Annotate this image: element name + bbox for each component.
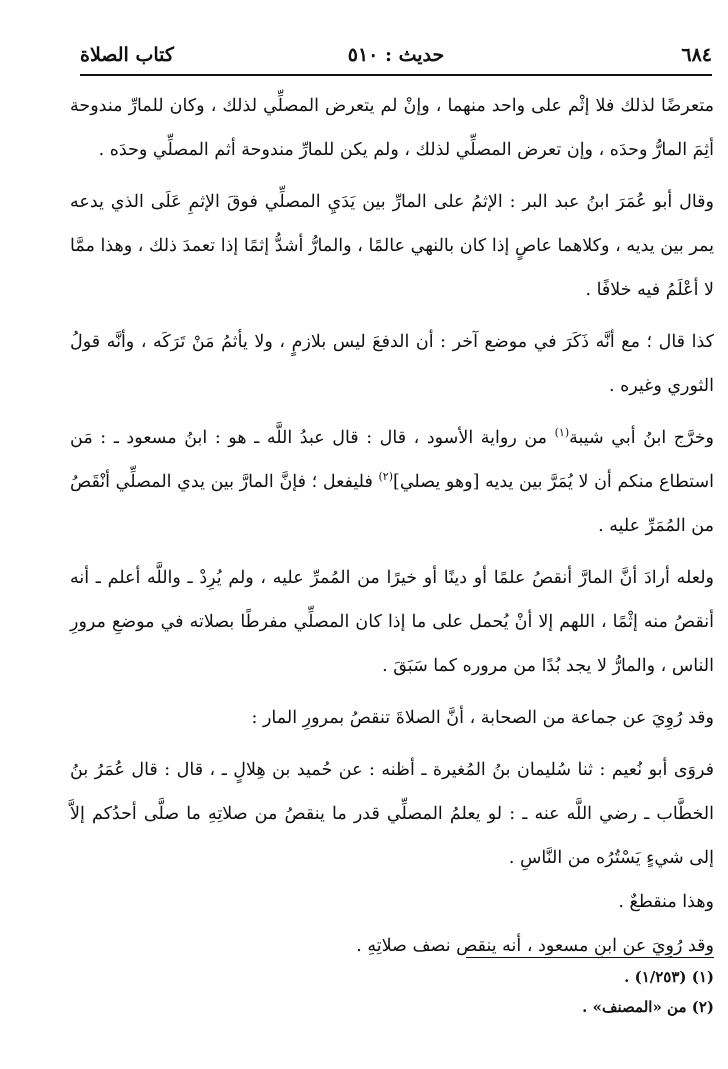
- paragraph: فروَى أبو نُعيم : ثنا سُليمان بنُ المُغيرة ـ أظنه : عن حُميد بن هِلالٍ ـ ، قال : قال عُمَرُ بنُ الخطَّاب ـ رضي اللَّه عنه ـ : لو يعلمُ المصلِّي قدر ما ينقصُ من صلاتِهِ ما صلَّى أحدُكم إلاَّ إلى شيءٍ يَسْتُرُه من النَّاسِ .: [70, 760, 714, 868]
- footnote-marker: (١): [554, 426, 570, 440]
- main-text: [70, 84, 714, 968]
- paragraph: متعرضًا لذلك فلا إثْم على واحد منهما ، وإنْ لم يتعرض المصلِّي لذلك ، وكان للمارِّ مندوحة أثِمَ المارُّ وحدَه ، وإن تعرض المصلِّي لذلك ، ولم يكن للمارِّ مندوحة أثم المصلِّي وحدَه .: [70, 96, 714, 160]
- footnote-divider: [466, 957, 714, 958]
- paragraph: [70, 416, 714, 548]
- paragraph-text: فليفعل ؛ فإنَّ المارَّ بين يدي المصلِّي أنْقَصُ من المُمَرِّ عليه .: [70, 472, 714, 536]
- paragraph: وقد رُوِيَ عن ابنِ مسعود ، أنه ينقص نصف صلاتِهِ .: [356, 936, 714, 956]
- footnote-marker: (٢): [378, 470, 393, 484]
- paragraph-text: من رواية الأسود ، قال : قال عبدُ اللَّه ـ هو : ابنُ مسعود ـ : مَن استطاع منكم أن لا يُمَرَّ بين يديه [وهو يصلي]: [70, 428, 714, 492]
- paragraph-text: وخرَّج ابنُ أبي شيبة: [569, 428, 714, 448]
- hadith-number: حديث : ٥١٠: [347, 44, 445, 66]
- footnotes: [70, 962, 714, 1022]
- paragraph: ولعله أرادَ أنَّ المارَّ أنقصُ علمًا أو دينًا أو خيرًا من المُمرِّ عليه ، ولم يُرِدْ ـ واللَّه أعلم ـ أنه أنقصُ منه إثْمًا ، اللهم إلا أنْ يُحمل على ما إذا كان المصلِّي مفرطًا بصلاته في موضعِ مرورِ الناس ، والمارُّ لا يجد بُدًا من مروره كما سَبَقَ .: [70, 568, 714, 676]
- footnote: (٢) من «المصنف» .: [582, 998, 714, 1016]
- header-divider: [80, 74, 712, 76]
- paragraph: وهذا منقطعٌ .: [618, 892, 714, 912]
- book-title: كتاب الصلاة: [80, 44, 174, 66]
- paragraph: كذا قال ؛ مع أنَّه ذَكَرَ في موضع آخر : أن الدفعَ ليس بلازمٍ ، ولا يأثمُ مَنْ تَرَكَه ، وأنَّه قولُ الثوري وغيره .: [70, 332, 714, 396]
- footnote: (١) (١/٢٥٣) .: [624, 968, 714, 986]
- paragraph: وقال أبو عُمَرَ ابنُ عبد البر : الإثمُ على المارِّ بين يَدَيِ المصلِّي فوقَ الإثمِ عَلَى الذي يدعه يمر بين يديه ، وكلاهما عاصٍ إذا كان بالنهي عالمًا ، والمارُّ أشدُّ إثمًا إذا تعمدَ ذلك ، وهذا ممَّا لا أعْلَمُ فيه خلافًا .: [70, 192, 714, 300]
- page-number: ٦٨٤: [681, 44, 712, 66]
- running-header: [80, 40, 712, 74]
- paragraph: وقد رُوِيَ عن جماعة من الصحابة ، أنَّ الصلاةَ تنقصُ بمرورِ المار :: [251, 708, 714, 728]
